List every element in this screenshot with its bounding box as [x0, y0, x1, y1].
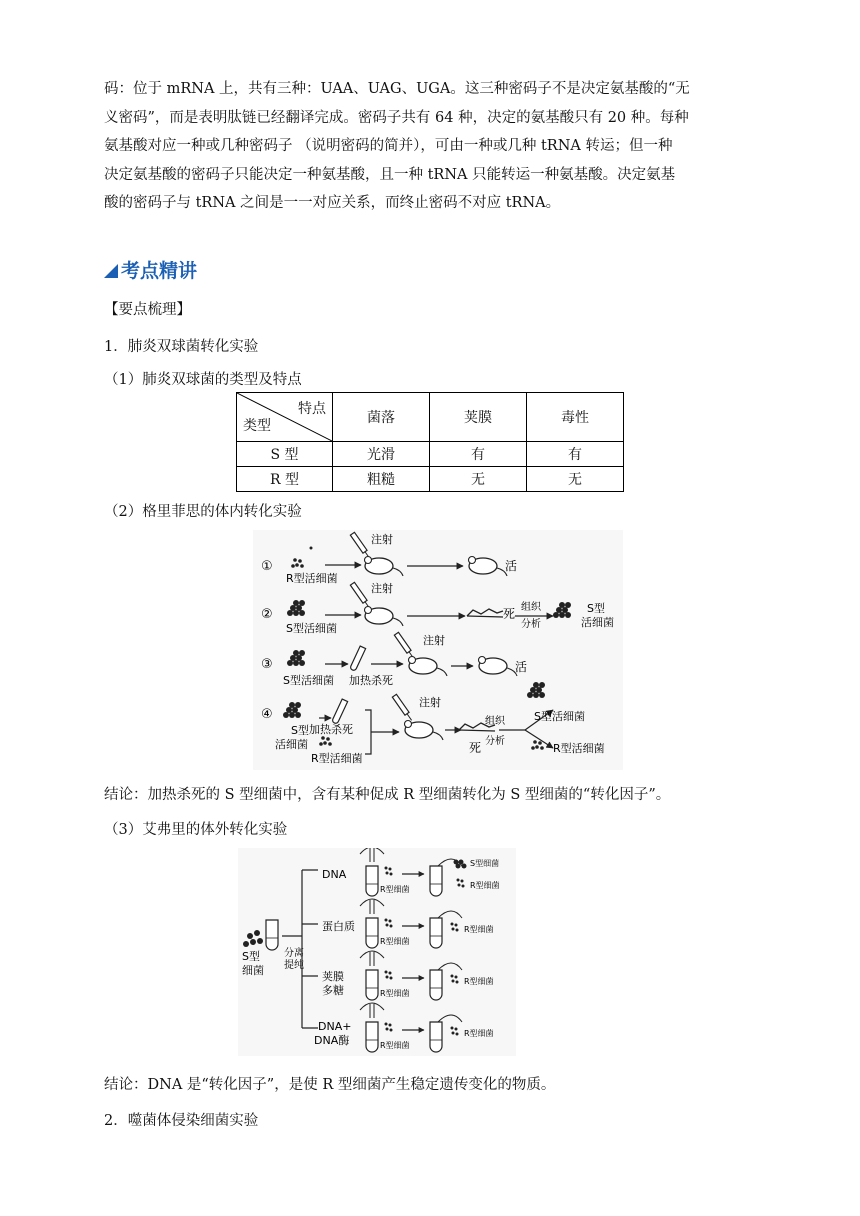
pipette-icon [360, 848, 384, 862]
label-dead: 死 [469, 741, 482, 755]
label-analysis-bottom: 分析 [485, 736, 505, 747]
test-tube-icon [430, 1022, 442, 1052]
corner-bottom-label: 类型 [243, 418, 271, 434]
syringe-icon [394, 632, 413, 658]
mouse-icon [469, 557, 508, 577]
table-corner-cell [237, 393, 333, 442]
mouse-icon [405, 721, 444, 741]
result-s-label: S型活细菌 [534, 710, 585, 723]
triangle-icon [104, 264, 118, 278]
label-r-bacteria: R型细菌 [464, 925, 494, 934]
mouse-icon [409, 657, 448, 677]
label-r-live: R型活细菌 [286, 572, 338, 585]
label-s-top: S型 [291, 724, 309, 737]
table-cell: R 型 [237, 467, 333, 492]
r-bacteria-icon [319, 736, 332, 746]
item-2-heading: 2．噬菌体侵染细菌实验 [104, 1113, 259, 1129]
test-tube-icon [430, 970, 442, 1000]
table-header: 荚膜 [430, 393, 527, 442]
s-bacteria-icon [283, 702, 301, 718]
sub-1-heading: （1）肺炎双球菌的类型及特点 [104, 372, 302, 388]
table-cell: 粗糙 [333, 467, 430, 492]
label-protein: 蛋白质 [322, 920, 355, 933]
table-cell: 光滑 [333, 442, 430, 467]
label-s-bacteria: S型细菌 [470, 859, 500, 868]
r-bacteria-icon [385, 867, 393, 876]
test-tube-icon [366, 918, 378, 948]
conclusion-1: 结论：加热杀死的 S 型细菌中，含有某种促成 R 型细菌转化为 S 型细菌的“转化因子”。 [104, 787, 671, 803]
sub-3-heading: （3）艾弗里的体外转化实验 [104, 822, 288, 838]
r-bacteria-icon [531, 740, 544, 750]
r-bacteria-icon [451, 923, 459, 932]
pipette-icon [360, 1003, 384, 1018]
r-bacteria-icon [385, 971, 393, 980]
table-cell: 有 [430, 442, 527, 467]
label-analysis-top: 组织 [485, 716, 505, 727]
intro-line-2: 义密码”，而是表明肽链已经翻译完成。密码子共有 64 种，决定的氨基酸只有 20 种。每种 [104, 109, 689, 126]
pipette-icon [360, 951, 384, 966]
label-r-bacteria: R型细菌 [380, 885, 410, 894]
table-cell: 无 [430, 467, 527, 492]
intro-line-3: 氨基酸对应一种或几种密码子 （说明密码的简并），可由一种或几种 tRNA 转运；但一种 [104, 138, 673, 155]
r-bacteria-icon [291, 558, 304, 568]
row-number: ① [261, 559, 273, 574]
label-separate-top: 分离 [284, 948, 304, 959]
label-r-bacteria: R型细菌 [470, 881, 500, 890]
label-analysis-top: 组织 [521, 602, 541, 613]
s-bacteria-icon [287, 650, 305, 666]
mouse-icon [479, 657, 518, 677]
bacteria-type-table [236, 392, 624, 492]
label-heat-killed: 加热杀死 [349, 674, 393, 687]
table-cell: 有 [527, 442, 624, 467]
result-r-label: R型活细菌 [553, 742, 605, 755]
dead-mouse-icon [467, 609, 503, 617]
syringe-icon [350, 582, 369, 608]
conclusion-2: 结论：DNA 是“转化因子”，是使 R 型细菌产生稳定遗传变化的物质。 [104, 1077, 556, 1093]
table-cell: 无 [527, 467, 624, 492]
label-inject: 注射 [419, 696, 441, 709]
label-separate-bottom: 提纯 [284, 960, 304, 971]
test-tube-icon [430, 918, 442, 948]
test-tube-icon [430, 866, 442, 896]
test-tube-icon [366, 866, 378, 896]
label-analysis-bottom: 分析 [521, 619, 541, 630]
result-s-bottom: 活细菌 [581, 616, 614, 629]
syringe-icon [392, 694, 411, 720]
avery-experiment-figure [238, 848, 516, 1056]
syringe-icon [350, 532, 369, 558]
intro-line-1: 码：位于 mRNA 上，共有三种：UAA、UAG、UGA。这三种密码子不是决定氨基酸的“无 [104, 81, 690, 97]
table-row [237, 442, 624, 467]
r-bacteria-icon [385, 919, 393, 928]
label-capsule-bottom: 多糖 [322, 984, 344, 997]
label-r-bacteria: R型细菌 [380, 937, 410, 946]
test-tube-icon [332, 699, 348, 724]
r-bacteria-icon [385, 1023, 393, 1032]
label-dna: DNA [322, 868, 347, 881]
r-bacteria-icon [451, 1027, 459, 1036]
mouse-icon [365, 557, 404, 577]
label-alive: 活 [515, 660, 528, 674]
table-header: 毒性 [527, 393, 624, 442]
label-capsule-top: 荚膜 [322, 970, 344, 983]
label-r-live: R型活细菌 [311, 752, 363, 765]
label-alive: 活 [505, 559, 518, 573]
table-header: 菌落 [333, 393, 430, 442]
row-number: ② [261, 607, 273, 622]
pipette-icon [360, 899, 384, 914]
griffith-experiment-figure [253, 530, 623, 770]
test-tube-icon [350, 646, 366, 671]
result-s-top: S型 [587, 602, 605, 615]
s-bacteria-icon [287, 600, 305, 616]
r-bacteria-icon [451, 975, 459, 984]
label-r-bacteria: R型细菌 [464, 977, 494, 986]
intro-paragraph [104, 75, 759, 218]
label-source-bottom: 细菌 [242, 964, 264, 977]
test-tube-icon [366, 970, 378, 1000]
label-dna-enzyme-bottom: DNA酶 [314, 1034, 350, 1047]
section-heading-text: 考点精讲 [121, 260, 198, 282]
corner-top-label: 特点 [298, 401, 326, 417]
intro-line-5: 酸的密码子与 tRNA 之间是一一对应关系，而终止密码不对应 tRNA。 [104, 195, 561, 212]
label-dna-enzyme-top: DNA+ [318, 1020, 352, 1033]
label-s-bottom: 活细菌 [275, 738, 308, 751]
row-number: ③ [261, 657, 273, 672]
row-number: ④ [261, 707, 273, 722]
test-tube-icon [266, 920, 278, 950]
label-r-bacteria: R型细菌 [380, 989, 410, 998]
r-bacteria-icon [457, 879, 465, 888]
sub-2-heading: （2）格里菲思的体内转化实验 [104, 504, 302, 520]
label-r-bacteria: R型细菌 [380, 1041, 410, 1050]
section-heading [104, 256, 197, 283]
item-1-heading: 1．肺炎双球菌转化实验 [104, 339, 259, 355]
label-s-live: S型活细菌 [286, 622, 337, 635]
mouse-icon [365, 607, 404, 627]
label-inject: 注射 [371, 533, 393, 546]
s-bacteria-icon [527, 682, 545, 698]
label-s-live: S型活细菌 [283, 674, 334, 687]
s-bacteria-icon [553, 602, 571, 618]
table-row [237, 467, 624, 492]
test-tube-icon [366, 1022, 378, 1052]
intro-line-4: 决定氨基酸的密码子只能决定一种氨基酸，且一种 tRNA 只能转运一种氨基酸。决定氨基 [104, 166, 676, 183]
label-inject: 注射 [423, 634, 445, 647]
label-dead: 死 [503, 607, 516, 621]
table-cell: S 型 [237, 442, 333, 467]
label-source-top: S型 [242, 950, 260, 963]
label-heat-killed: 加热杀死 [309, 723, 353, 736]
label-inject: 注射 [371, 582, 393, 595]
key-points-label: 【要点梳理】 [104, 302, 191, 318]
label-r-bacteria: R型细菌 [464, 1029, 494, 1038]
